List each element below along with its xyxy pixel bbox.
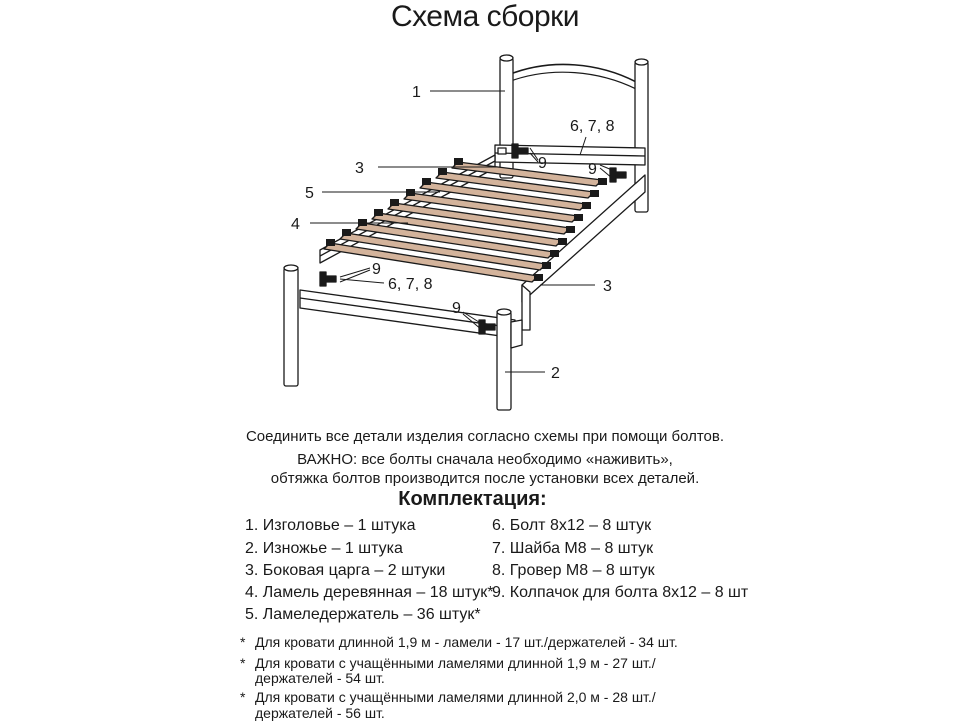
callout-rail-right: 3: [603, 278, 612, 295]
callout-slat: 4: [291, 216, 300, 233]
kit-item-6: 6. Болт 8х12 – 8 штук: [492, 517, 652, 534]
page-title: Схема сборки: [390, 0, 580, 33]
note-1-star: *: [240, 634, 246, 650]
callout-bolts-top: 6, 7, 8: [570, 118, 615, 135]
instruction-line-1: Соединить все детали изделия согласно схемы при помощи болтов.: [245, 428, 725, 445]
note-3-cont: держателей - 56 шт.: [255, 705, 385, 721]
kit-item-5: 5. Ламеледержатель – 36 штук*: [245, 606, 481, 623]
kit-item-9: 9. Колпачок для болта 8х12 – 8 шт: [492, 584, 749, 601]
kit-heading: Комплектация:: [398, 488, 547, 510]
callout-holder: 5: [305, 185, 314, 202]
callout-cap-top-b: 9: [588, 161, 597, 178]
note-3-text: Для кровати с учащёнными ламелями длинной 2,0 м - 28 шт./: [255, 689, 656, 705]
note-3-star: *: [240, 689, 246, 705]
kit-item-1: 1. Изголовье – 1 штука: [245, 517, 416, 534]
callout-cap-left: 9: [372, 261, 381, 278]
instruction-line-3: обтяжка болтов производится после установки всех деталей.: [270, 470, 700, 487]
kit-item-8: 8. Гровер М8 – 8 штук: [492, 562, 655, 579]
note-2-cont: держателей - 54 шт.: [255, 670, 385, 686]
note-1-text: Для кровати длинной 1,9 м - ламели - 17 шт./держателей - 34 шт.: [255, 634, 678, 650]
callout-headboard: 1: [412, 84, 421, 101]
note-1: [240, 634, 678, 650]
callout-footboard: 2: [551, 365, 560, 382]
callout-cap-bottom: 9: [452, 300, 461, 317]
callout-bolts-left: 6, 7, 8: [388, 276, 433, 293]
kit-item-7: 7. Шайба М8 – 8 штук: [492, 540, 654, 557]
callout-cap-top-a: 9: [538, 155, 547, 172]
kit-item-2: 2. Изножье – 1 штука: [245, 540, 403, 557]
note-2-text: Для кровати с учащёнными ламелями длинной 1,9 м - 27 шт./: [255, 655, 656, 671]
kit-item-4: 4. Ламель деревянная – 18 штук*: [245, 584, 494, 601]
note-2-star: *: [240, 655, 246, 671]
callout-rail-top: 3: [355, 160, 364, 177]
instruction-line-2: ВАЖНО: все болты сначала необходимо «наживить»,: [297, 451, 673, 468]
kit-item-3: 3. Боковая царга – 2 штуки: [245, 562, 446, 579]
note-3: [240, 689, 656, 705]
note-2: [240, 655, 656, 671]
